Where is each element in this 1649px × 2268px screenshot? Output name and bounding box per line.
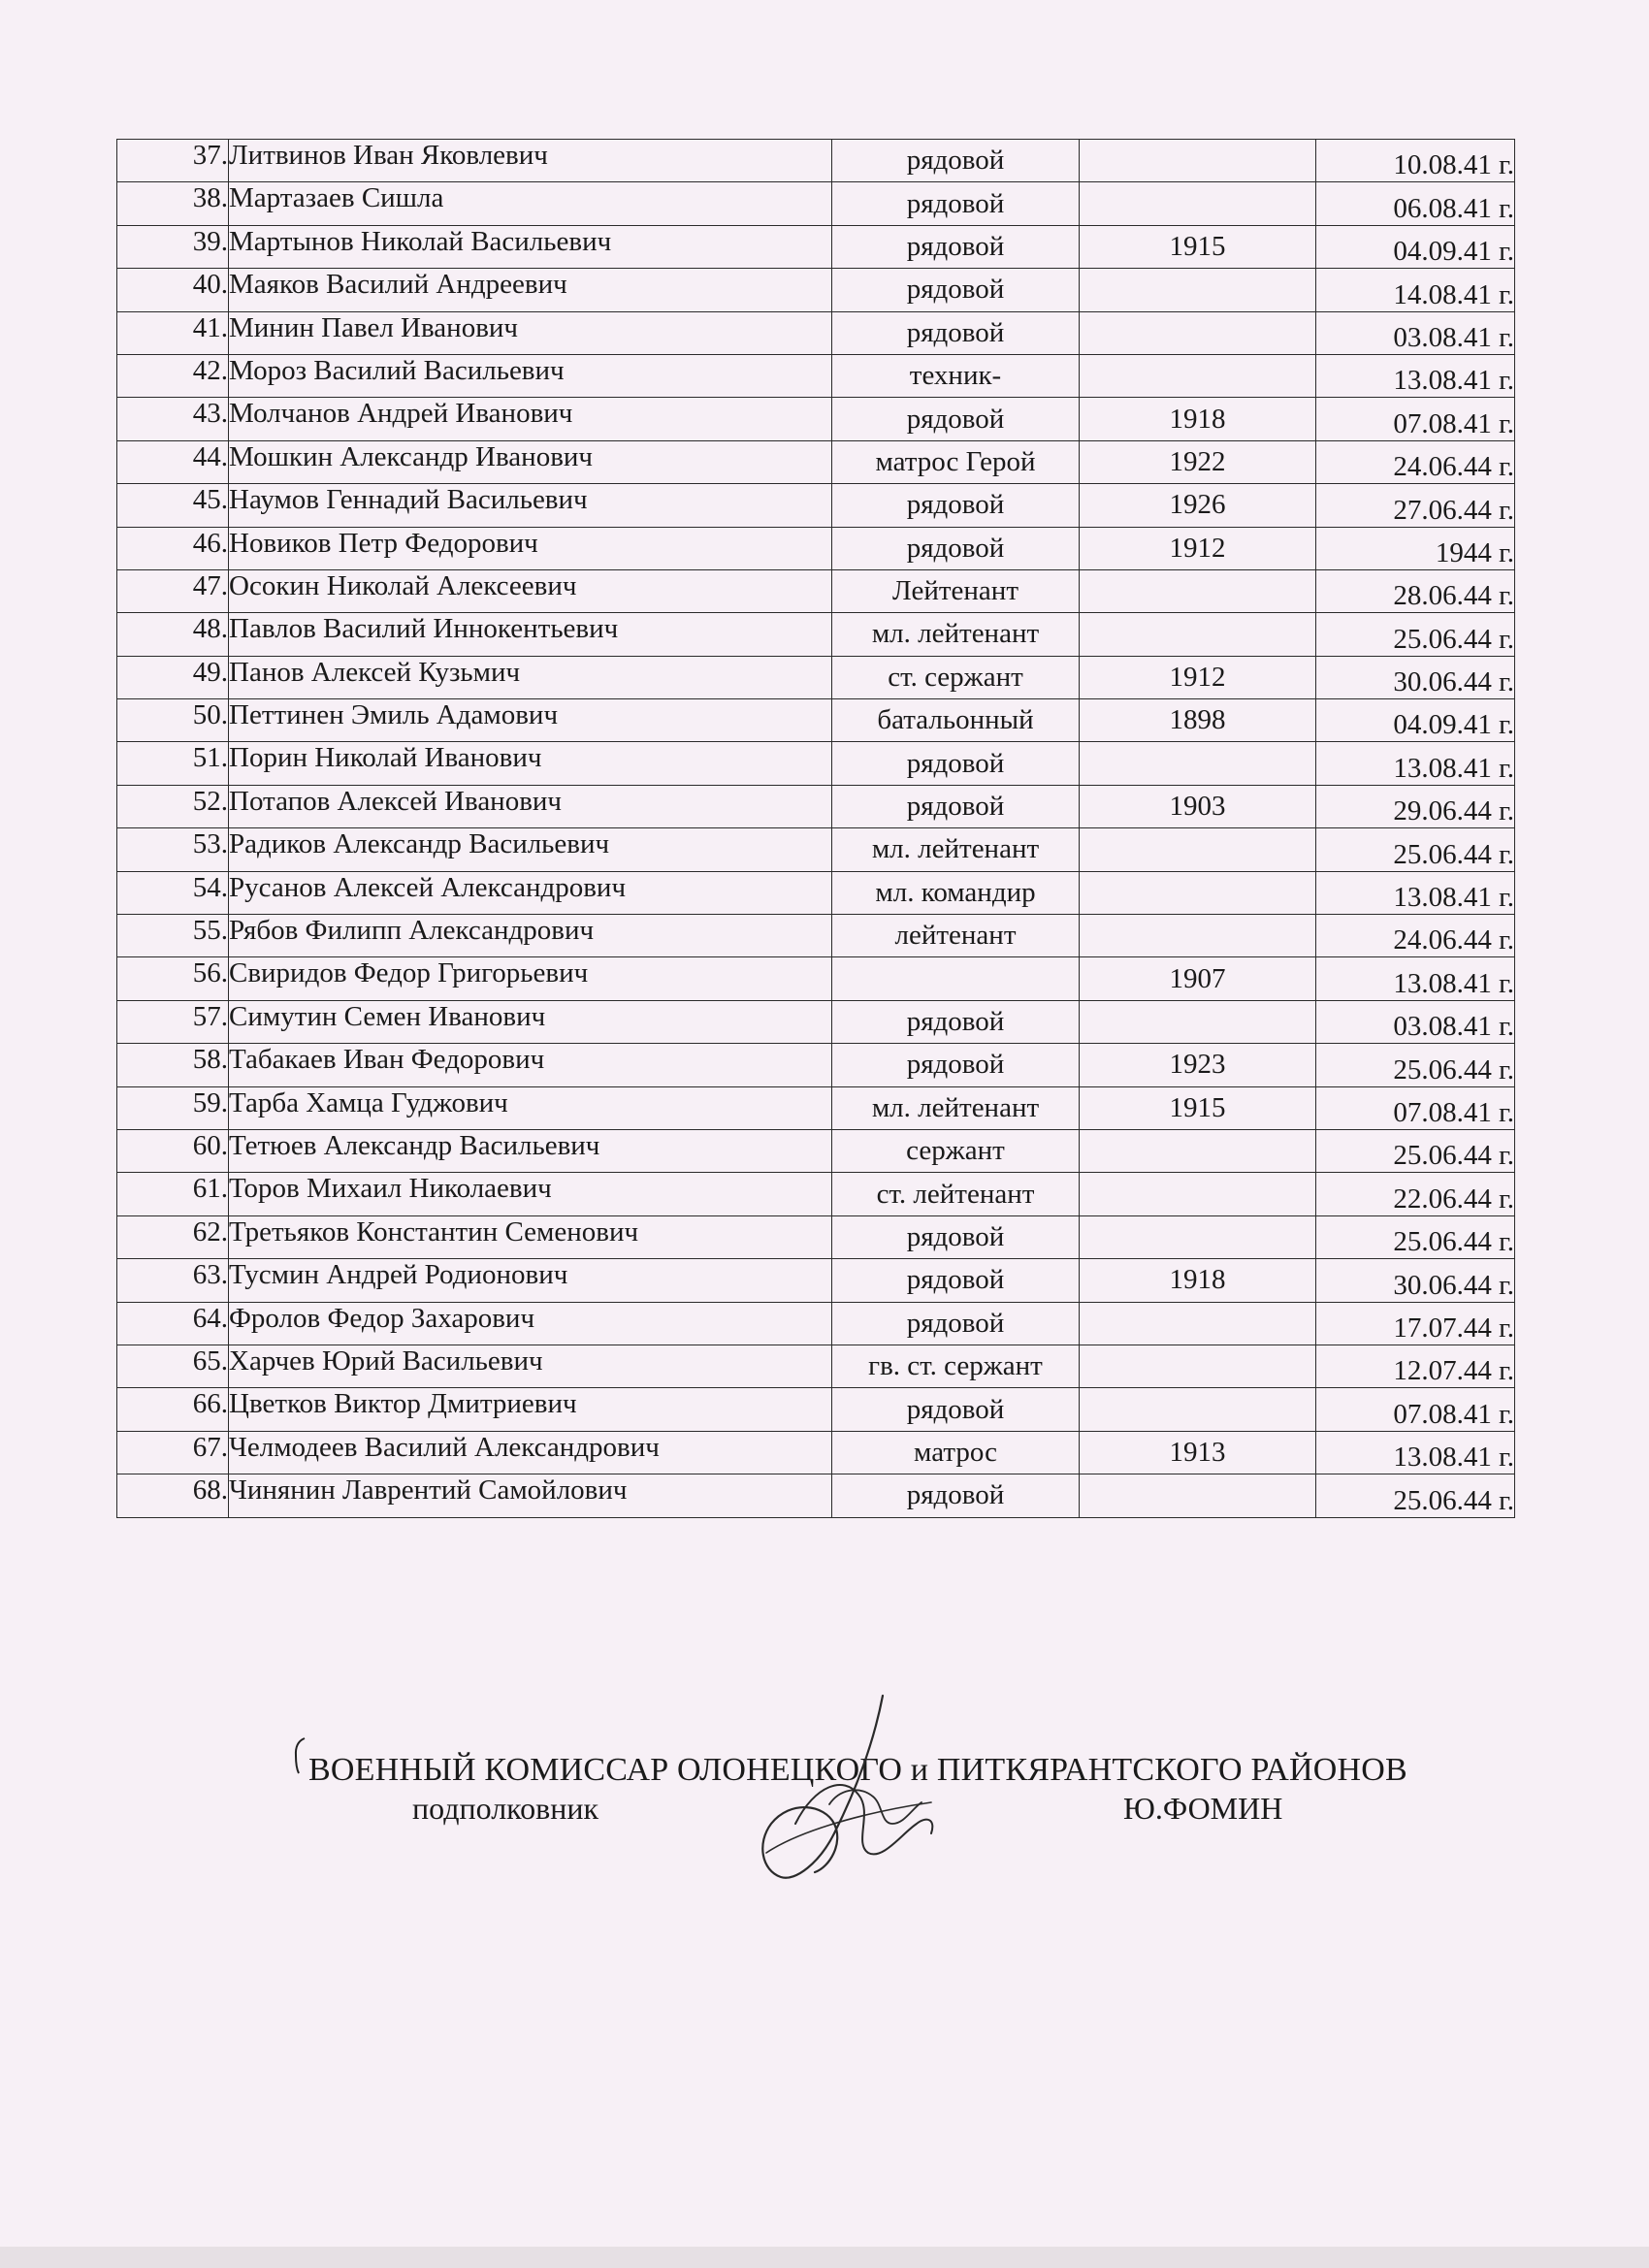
soldier-rank-cell: лейтенант: [832, 915, 1080, 957]
birth-year-cell: [1080, 311, 1316, 354]
birth-year-cell: [1080, 269, 1316, 311]
soldier-rank-cell: рядовой: [832, 225, 1080, 268]
soldier-name-cell: Фролов Федор Захарович: [229, 1302, 832, 1345]
soldier-rank-cell: рядовой: [832, 1044, 1080, 1086]
soldier-rank-cell: гв. ст. сержант: [832, 1345, 1080, 1387]
death-date-cell: 12.07.44 г.: [1316, 1345, 1515, 1387]
commissar-rank: подполковник: [412, 1791, 598, 1826]
row-number-cell: 66.: [117, 1388, 229, 1431]
birth-year-cell: 1912: [1080, 527, 1316, 569]
soldier-name-cell: Панов Алексей Кузьмич: [229, 656, 832, 698]
table-row: [117, 785, 1515, 827]
soldier-name-cell: Маяков Василий Андреевич: [229, 269, 832, 311]
row-number-cell: 54.: [117, 871, 229, 914]
death-date-cell: 13.08.41 г.: [1316, 742, 1515, 785]
death-date-cell: 10.08.41 г.: [1316, 140, 1515, 182]
soldier-rank-cell: ст. сержант: [832, 656, 1080, 698]
birth-year-cell: [1080, 1388, 1316, 1431]
birth-year-cell: [1080, 871, 1316, 914]
death-date-cell: 03.08.41 г.: [1316, 311, 1515, 354]
soldier-rank-cell: рядовой: [832, 1474, 1080, 1517]
soldier-name-cell: Мороз Василий Васильевич: [229, 354, 832, 397]
row-number-cell: 51.: [117, 742, 229, 785]
soldier-rank-cell: мл. лейтенант: [832, 1086, 1080, 1129]
birth-year-cell: [1080, 742, 1316, 785]
birth-year-cell: 1903: [1080, 785, 1316, 827]
soldier-rank-cell: рядовой: [832, 785, 1080, 827]
row-number-cell: 40.: [117, 269, 229, 311]
table-row: [117, 1086, 1515, 1129]
death-date-cell: 22.06.44 г.: [1316, 1173, 1515, 1215]
death-date-cell: 24.06.44 г.: [1316, 440, 1515, 483]
birth-year-cell: [1080, 1474, 1316, 1517]
soldier-name-cell: Рябов Филипп Александрович: [229, 915, 832, 957]
birth-year-cell: [1080, 569, 1316, 612]
soldier-name-cell: Мошкин Александр Иванович: [229, 440, 832, 483]
death-date-cell: 13.08.41 г.: [1316, 871, 1515, 914]
soldier-name-cell: Цветков Виктор Дмитриевич: [229, 1388, 832, 1431]
row-number-cell: 68.: [117, 1474, 229, 1517]
death-date-cell: 24.06.44 г.: [1316, 915, 1515, 957]
soldier-rank-cell: матрос: [832, 1431, 1080, 1474]
casualty-roster-table: [116, 139, 1515, 1518]
birth-year-cell: [1080, 354, 1316, 397]
row-number-cell: 45.: [117, 484, 229, 527]
death-date-cell: 07.08.41 г.: [1316, 398, 1515, 440]
soldier-name-cell: Чинянин Лаврентий Самойлович: [229, 1474, 832, 1517]
table-row: [117, 1129, 1515, 1172]
birth-year-cell: 1918: [1080, 1259, 1316, 1302]
soldier-name-cell: Минин Павел Иванович: [229, 311, 832, 354]
soldier-rank-cell: ст. лейтенант: [832, 1173, 1080, 1215]
table-row: [117, 269, 1515, 311]
table-row: [117, 915, 1515, 957]
soldier-name-cell: Тарба Хамца Гуджович: [229, 1086, 832, 1129]
soldier-rank-cell: рядовой: [832, 398, 1080, 440]
table-row: [117, 1474, 1515, 1517]
death-date-cell: 30.06.44 г.: [1316, 656, 1515, 698]
soldier-rank-cell: техник-: [832, 354, 1080, 397]
death-date-cell: 25.06.44 г.: [1316, 828, 1515, 871]
death-date-cell: 03.08.41 г.: [1316, 1000, 1515, 1043]
soldier-name-cell: Мартазаев Сишла: [229, 182, 832, 225]
birth-year-cell: 1913: [1080, 1431, 1316, 1474]
table-row: [117, 957, 1515, 1000]
bracket-mark-icon: [291, 1736, 308, 1775]
soldier-rank-cell: рядовой: [832, 1000, 1080, 1043]
row-number-cell: 52.: [117, 785, 229, 827]
table-row: [117, 656, 1515, 698]
birth-year-cell: 1926: [1080, 484, 1316, 527]
table-row: [117, 354, 1515, 397]
death-date-cell: 25.06.44 г.: [1316, 1044, 1515, 1086]
table-row: [117, 311, 1515, 354]
row-number-cell: 46.: [117, 527, 229, 569]
table-row: [117, 182, 1515, 225]
table-row: [117, 699, 1515, 742]
soldier-rank-cell: матрос Герой: [832, 440, 1080, 483]
soldier-rank-cell: мл. лейтенант: [832, 828, 1080, 871]
soldier-name-cell: Новиков Петр Федорович: [229, 527, 832, 569]
soldier-rank-cell: сержант: [832, 1129, 1080, 1172]
birth-year-cell: 1922: [1080, 440, 1316, 483]
row-number-cell: 62.: [117, 1215, 229, 1258]
table-row: [117, 871, 1515, 914]
soldier-name-cell: Радиков Александр Васильевич: [229, 828, 832, 871]
table-row: [117, 1044, 1515, 1086]
row-number-cell: 56.: [117, 957, 229, 1000]
birth-year-cell: [1080, 828, 1316, 871]
soldier-name-cell: Симутин Семен Иванович: [229, 1000, 832, 1043]
table-row: [117, 140, 1515, 182]
table-row: [117, 1388, 1515, 1431]
birth-year-cell: 1918: [1080, 398, 1316, 440]
table-row: [117, 613, 1515, 656]
soldier-name-cell: Молчанов Андрей Иванович: [229, 398, 832, 440]
birth-year-cell: 1915: [1080, 1086, 1316, 1129]
soldier-name-cell: Мартынов Николай Васильевич: [229, 225, 832, 268]
handwritten-signature-icon: [737, 1688, 951, 1901]
table-row: [117, 569, 1515, 612]
row-number-cell: 67.: [117, 1431, 229, 1474]
row-number-cell: 65.: [117, 1345, 229, 1387]
birth-year-cell: [1080, 613, 1316, 656]
death-date-cell: 28.06.44 г.: [1316, 569, 1515, 612]
row-number-cell: 63.: [117, 1259, 229, 1302]
row-number-cell: 43.: [117, 398, 229, 440]
soldier-name-cell: Тетюев Александр Васильевич: [229, 1129, 832, 1172]
commissar-title: ВОЕННЫЙ КОМИССАР ОЛОНЕЦКОГО и ПИТКЯРАНТСКОГО РАЙОНОВ: [308, 1752, 1407, 1788]
death-date-cell: 13.08.41 г.: [1316, 354, 1515, 397]
death-date-cell: 17.07.44 г.: [1316, 1302, 1515, 1345]
birth-year-cell: [1080, 1129, 1316, 1172]
roster-body: [117, 140, 1515, 1518]
soldier-name-cell: Литвинов Иван Яковлевич: [229, 140, 832, 182]
row-number-cell: 60.: [117, 1129, 229, 1172]
birth-year-cell: 1915: [1080, 225, 1316, 268]
soldier-rank-cell: батальонный: [832, 699, 1080, 742]
table-row: [117, 1259, 1515, 1302]
table-row: [117, 1345, 1515, 1387]
table-row: [117, 398, 1515, 440]
soldier-name-cell: Осокин Николай Алексеевич: [229, 569, 832, 612]
birth-year-cell: 1912: [1080, 656, 1316, 698]
soldier-rank-cell: мл. лейтенант: [832, 613, 1080, 656]
death-date-cell: 29.06.44 г.: [1316, 785, 1515, 827]
table-row: [117, 484, 1515, 527]
death-date-cell: 25.06.44 г.: [1316, 1129, 1515, 1172]
row-number-cell: 48.: [117, 613, 229, 656]
birth-year-cell: [1080, 915, 1316, 957]
row-number-cell: 44.: [117, 440, 229, 483]
soldier-rank-cell: рядовой: [832, 484, 1080, 527]
scan-edge: [0, 2247, 1649, 2268]
row-number-cell: 50.: [117, 699, 229, 742]
table-row: [117, 440, 1515, 483]
death-date-cell: 14.08.41 г.: [1316, 269, 1515, 311]
death-date-cell: 30.06.44 г.: [1316, 1259, 1515, 1302]
row-number-cell: 64.: [117, 1302, 229, 1345]
table-row: [117, 527, 1515, 569]
soldier-name-cell: Тусмин Андрей Родионович: [229, 1259, 832, 1302]
row-number-cell: 42.: [117, 354, 229, 397]
soldier-rank-cell: рядовой: [832, 1302, 1080, 1345]
soldier-rank-cell: рядовой: [832, 182, 1080, 225]
death-date-cell: 25.06.44 г.: [1316, 613, 1515, 656]
table-row: [117, 1173, 1515, 1215]
soldier-rank-cell: рядовой: [832, 1388, 1080, 1431]
birth-year-cell: 1923: [1080, 1044, 1316, 1086]
table-row: [117, 225, 1515, 268]
soldier-rank-cell: мл. командир: [832, 871, 1080, 914]
birth-year-cell: [1080, 1000, 1316, 1043]
table-row: [117, 1000, 1515, 1043]
table-row: [117, 742, 1515, 785]
soldier-name-cell: Третьяков Константин Семенович: [229, 1215, 832, 1258]
death-date-cell: 13.08.41 г.: [1316, 1431, 1515, 1474]
birth-year-cell: [1080, 1173, 1316, 1215]
soldier-name-cell: Табакаев Иван Федорович: [229, 1044, 832, 1086]
birth-year-cell: 1898: [1080, 699, 1316, 742]
soldier-rank-cell: [832, 957, 1080, 1000]
row-number-cell: 49.: [117, 656, 229, 698]
birth-year-cell: [1080, 1302, 1316, 1345]
death-date-cell: 13.08.41 г.: [1316, 957, 1515, 1000]
row-number-cell: 41.: [117, 311, 229, 354]
death-date-cell: 27.06.44 г.: [1316, 484, 1515, 527]
row-number-cell: 58.: [117, 1044, 229, 1086]
row-number-cell: 38.: [117, 182, 229, 225]
death-date-cell: 06.08.41 г.: [1316, 182, 1515, 225]
death-date-cell: 25.06.44 г.: [1316, 1474, 1515, 1517]
soldier-rank-cell: рядовой: [832, 742, 1080, 785]
row-number-cell: 53.: [117, 828, 229, 871]
soldier-name-cell: Торов Михаил Николаевич: [229, 1173, 832, 1215]
death-date-cell: 1944 г.: [1316, 527, 1515, 569]
commissar-name: Ю.ФОМИН: [1123, 1791, 1283, 1826]
row-number-cell: 47.: [117, 569, 229, 612]
soldier-rank-cell: рядовой: [832, 527, 1080, 569]
soldier-name-cell: Павлов Василий Иннокентьевич: [229, 613, 832, 656]
birth-year-cell: [1080, 140, 1316, 182]
row-number-cell: 55.: [117, 915, 229, 957]
row-number-cell: 57.: [117, 1000, 229, 1043]
soldier-name-cell: Челмодеев Василий Александрович: [229, 1431, 832, 1474]
soldier-rank-cell: рядовой: [832, 1259, 1080, 1302]
soldier-name-cell: Потапов Алексей Иванович: [229, 785, 832, 827]
soldier-name-cell: Русанов Алексей Александрович: [229, 871, 832, 914]
death-date-cell: 04.09.41 г.: [1316, 225, 1515, 268]
soldier-rank-cell: рядовой: [832, 269, 1080, 311]
row-number-cell: 39.: [117, 225, 229, 268]
row-number-cell: 37.: [117, 140, 229, 182]
birth-year-cell: [1080, 1345, 1316, 1387]
birth-year-cell: [1080, 182, 1316, 225]
table-row: [117, 1302, 1515, 1345]
soldier-rank-cell: рядовой: [832, 1215, 1080, 1258]
row-number-cell: 59.: [117, 1086, 229, 1129]
birth-year-cell: [1080, 1215, 1316, 1258]
soldier-name-cell: Порин Николай Иванович: [229, 742, 832, 785]
soldier-rank-cell: рядовой: [832, 140, 1080, 182]
soldier-name-cell: Наумов Геннадий Васильевич: [229, 484, 832, 527]
death-date-cell: 07.08.41 г.: [1316, 1086, 1515, 1129]
row-number-cell: 61.: [117, 1173, 229, 1215]
soldier-name-cell: Свиридов Федор Григорьевич: [229, 957, 832, 1000]
death-date-cell: 07.08.41 г.: [1316, 1388, 1515, 1431]
soldier-rank-cell: Лейтенант: [832, 569, 1080, 612]
soldier-name-cell: Петтинен Эмиль Адамович: [229, 699, 832, 742]
table-row: [117, 1431, 1515, 1474]
birth-year-cell: 1907: [1080, 957, 1316, 1000]
table-row: [117, 1215, 1515, 1258]
soldier-rank-cell: рядовой: [832, 311, 1080, 354]
death-date-cell: 25.06.44 г.: [1316, 1215, 1515, 1258]
table-row: [117, 828, 1515, 871]
soldier-name-cell: Харчев Юрий Васильевич: [229, 1345, 832, 1387]
death-date-cell: 04.09.41 г.: [1316, 699, 1515, 742]
